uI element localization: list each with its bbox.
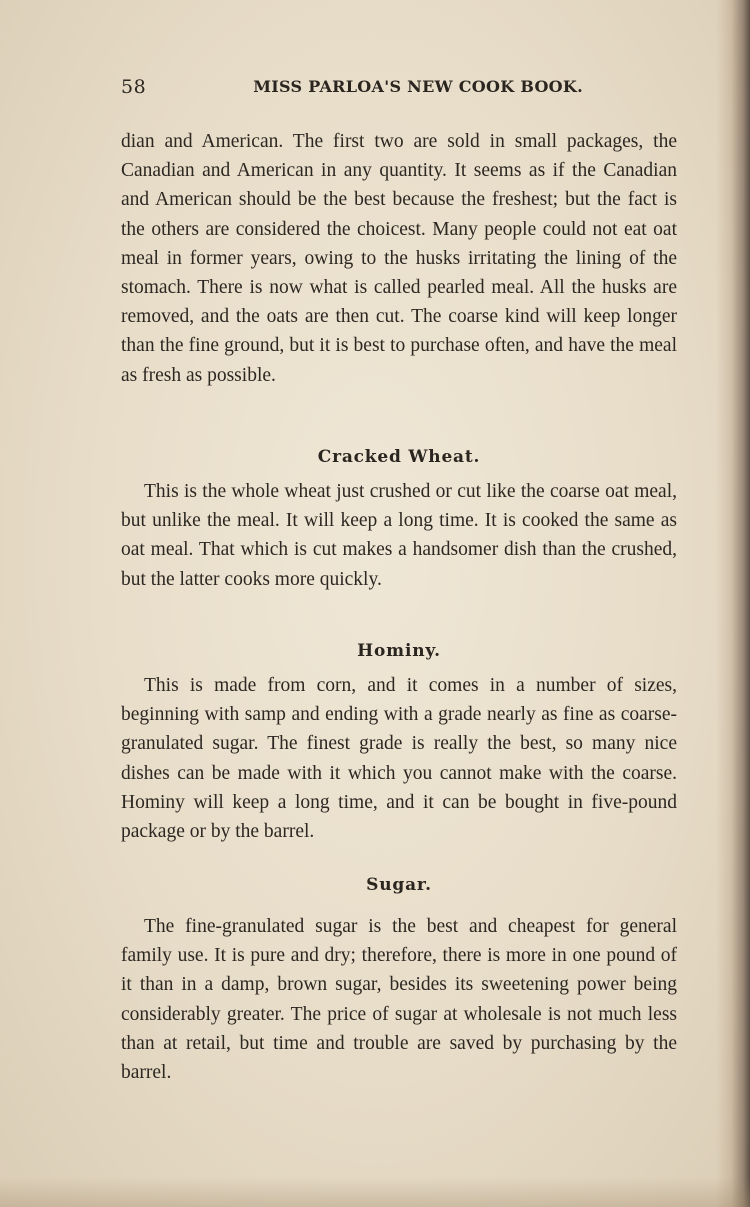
section-heading-hominy: Hominy. [357, 641, 441, 661]
page-edge-shadow [716, 0, 750, 1207]
running-title: MISS PARLOA'S NEW COOK BOOK. [253, 77, 583, 96]
paragraph-cracked-wheat: This is the whole wheat just crushed or cut like the coarse oat meal, but unlike the meal. It will keep a long time. It is cooked the same as oat meal. That which is cut makes a handsomer dish than the crushed, but the latter cooks more quickly. [121, 481, 677, 590]
page-bottom-shadow [0, 1177, 750, 1207]
section-heading-sugar: Sugar. [366, 875, 432, 895]
running-header [121, 76, 583, 102]
paragraph-sugar: The fine-granulated sugar is the best and cheapest for general family use. It is pure and dry; therefore, there is more in one pound of it than in a damp, brown sugar, besides its sweetening power being considerably greater. The price of sugar at wholesale is not much less than at retail, but time and trouble are saved by purchasing by the barrel. [121, 916, 677, 1084]
paragraph-oatmeal-continued: dian and American. The first two are sold in small packages, the Canadian and American in any quantity. It seems as if the Canadian and American should be the best because the freshest; but the fact is the others are considered the choicest. Many people could not eat oat meal in former years, owing to the husks irritating the lining of the stomach. There is now what is called pearled meal. All the husks are removed, and the oats are then cut. The coarse kind will keep longer than the fine ground, but it is best to purchase often, and have the meal as fresh as possible. [121, 131, 677, 386]
section-heading-cracked-wheat: Cracked Wheat. [317, 447, 481, 467]
paragraph-hominy: This is made from corn, and it comes in a number of sizes, beginning with samp and ending with a grade nearly as fine as coarse-granulated sugar. The finest grade is really the best, so many nice dishes can be made with it which you cannot make with the coarse. Hominy will keep a long time, and it can be bought in five-pound package or by the barrel. [121, 675, 677, 843]
page-number: 58 [121, 76, 147, 98]
